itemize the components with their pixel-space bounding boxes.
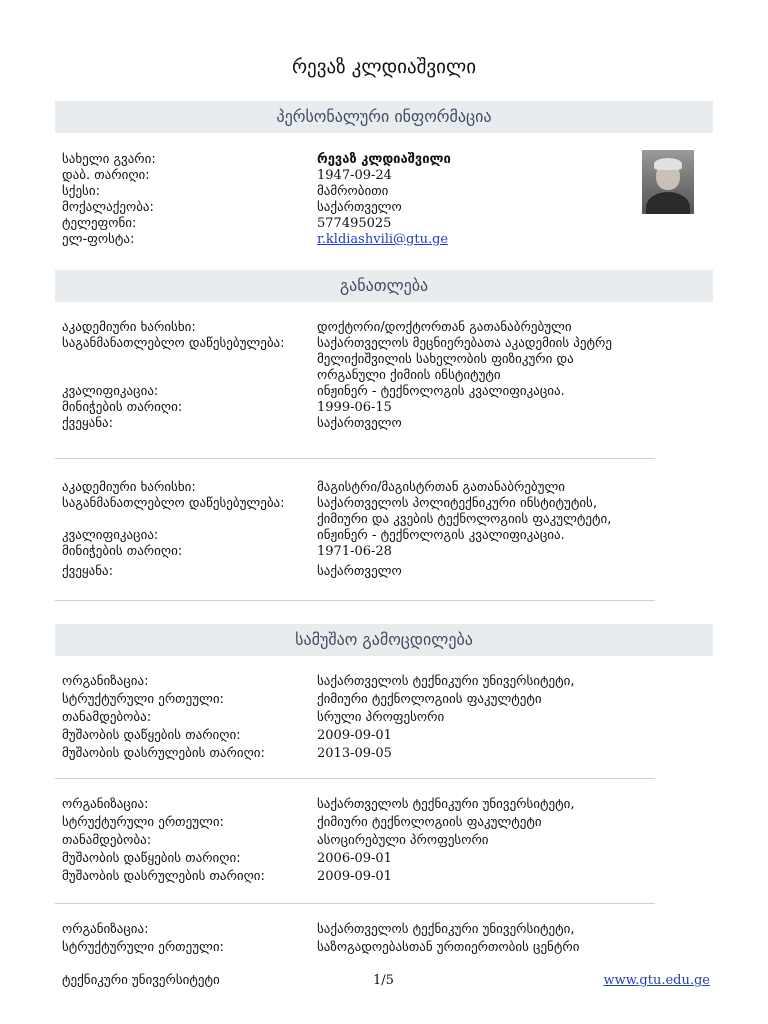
qualification-value: ინჟინერ - ტექნოლოგის კვალიფიკაცია. [317,384,565,399]
qualification-label: კვალიფიკაცია: [62,528,159,543]
info-value: საქართველო [317,200,402,215]
unit-label: სტრუქტურული ერთეული: [62,940,224,955]
info-label: დაბ. თარიღი: [62,168,150,183]
org-value: საქართველოს ტექნიკური უნივერსიტეტი, [317,797,575,812]
degree-label: აკადემიური ხარისხი: [62,320,196,335]
info-label: ტელეფონი: [62,216,137,231]
info-row-gender [62,184,662,200]
info-row-birthdate [62,168,662,184]
award-date-label: მინიჭების თარიღი: [62,544,183,559]
work-entry [62,674,662,762]
institution-label: საგანმანათლებლო დაწესებულება: [62,336,285,351]
section-personal-header: პერსონალური ინფორმაცია [55,101,713,133]
org-label: ორგანიზაცია: [62,922,149,937]
info-row-email [62,232,662,248]
institution-value-line: ქიმიური და კვების ტექნოლოგიის ფაკულტეტი, [317,512,612,527]
divider [55,903,655,904]
end-date-value: 2013-09-05 [317,746,392,761]
unit-label: სტრუქტურული ერთეული: [62,692,224,707]
section-work-header: სამუშაო გამოცდილება [55,624,713,656]
info-label: სახელი გვარი: [62,152,156,167]
profile-photo [642,150,694,214]
qualification-value: ინჟინერ - ტექნოლოგის კვალიფიკაცია. [317,528,565,543]
start-date-label: მუშაობის დაწყების თარიღი: [62,851,241,866]
divider [55,458,655,459]
country-label: ქვეყანა: [62,564,114,579]
info-label: მოქალაქეობა: [62,200,154,215]
page-title: რევაზ კლდიაშვილი [291,56,477,78]
info-row-citizenship [62,200,662,216]
unit-value: ქიმიური ტექნოლოგიის ფაკულტეტი [317,692,542,707]
position-value: ასოცირებული პროფესორი [317,833,489,848]
degree-label: აკადემიური ხარისხი: [62,480,196,495]
degree-value: დოქტორი/დოქტორთან გათანაბრებული [317,320,572,335]
footer-university-name: ტექნიკური უნივერსიტეტი [62,973,220,988]
unit-value: ქიმიური ტექნოლოგიის ფაკულტეტი [317,815,542,830]
education-entry [62,320,662,432]
end-date-value: 2009-09-01 [317,869,392,884]
country-value: საქართველო [317,564,402,579]
footer-website-link[interactable]: www.gtu.edu.ge [603,973,710,988]
position-value: სრული პროფესორი [317,710,445,725]
unit-label: სტრუქტურული ერთეული: [62,815,224,830]
section-education-header: განათლება [55,270,713,302]
org-label: ორგანიზაცია: [62,674,149,689]
org-value: საქართველოს ტექნიკური უნივერსიტეტი, [317,922,575,937]
divider [55,778,655,779]
end-date-label: მუშაობის დასრულების თარიღი: [62,746,265,761]
institution-value-line: საქართველოს პოლიტექნიკური ინსტიტუტის, [317,496,597,511]
degree-value: მაგისტრი/მაგისტრთან გათანაბრებული [317,480,566,495]
qualification-label: კვალიფიკაცია: [62,384,159,399]
info-value: 1947-09-24 [317,168,392,183]
info-value: მამრობითი [317,184,389,199]
info-label: სქესი: [62,184,100,199]
award-date-value: 1999-06-15 [317,400,392,415]
info-value: 577495025 [317,216,392,231]
award-date-value: 1971-06-28 [317,544,392,559]
info-row-phone [62,216,662,232]
education-entry [62,480,662,580]
info-label: ელ-ფოსტა: [62,232,135,247]
work-entry [62,797,662,885]
position-label: თანამდებობა: [62,710,152,725]
email-link[interactable]: r.kldiashvili@gtu.ge [317,232,449,247]
org-label: ორგანიზაცია: [62,797,149,812]
personal-info [62,152,662,248]
start-date-value: 2009-09-01 [317,728,392,743]
country-label: ქვეყანა: [62,416,114,431]
page-footer [62,973,710,991]
start-date-value: 2006-09-01 [317,851,392,866]
end-date-label: მუშაობის დასრულების თარიღი: [62,869,265,884]
unit-value: საზოგადოებასთან ურთიერთობის ცენტრი [317,940,580,955]
info-value-name: რევაზ კლდიაშვილი [317,152,451,167]
info-row-name [62,152,662,168]
org-value: საქართველოს ტექნიკური უნივერსიტეტი, [317,674,575,689]
country-value: საქართველო [317,416,402,431]
start-date-label: მუშაობის დაწყების თარიღი: [62,728,241,743]
work-entry [62,922,662,956]
institution-value-line: ორგანული ქიმიის ინსტიტუტი [317,368,501,383]
divider [55,600,655,601]
institution-value-line: საქართველოს მეცნიერებათა აკადემიის პეტრე [317,336,612,351]
position-label: თანამდებობა: [62,833,152,848]
institution-label: საგანმანათლებლო დაწესებულება: [62,496,285,511]
award-date-label: მინიჭების თარიღი: [62,400,183,415]
institution-value-line: მელიქიშვილის სახელობის ფიზიკური და [317,352,574,367]
page-number: 1/5 [373,973,394,988]
